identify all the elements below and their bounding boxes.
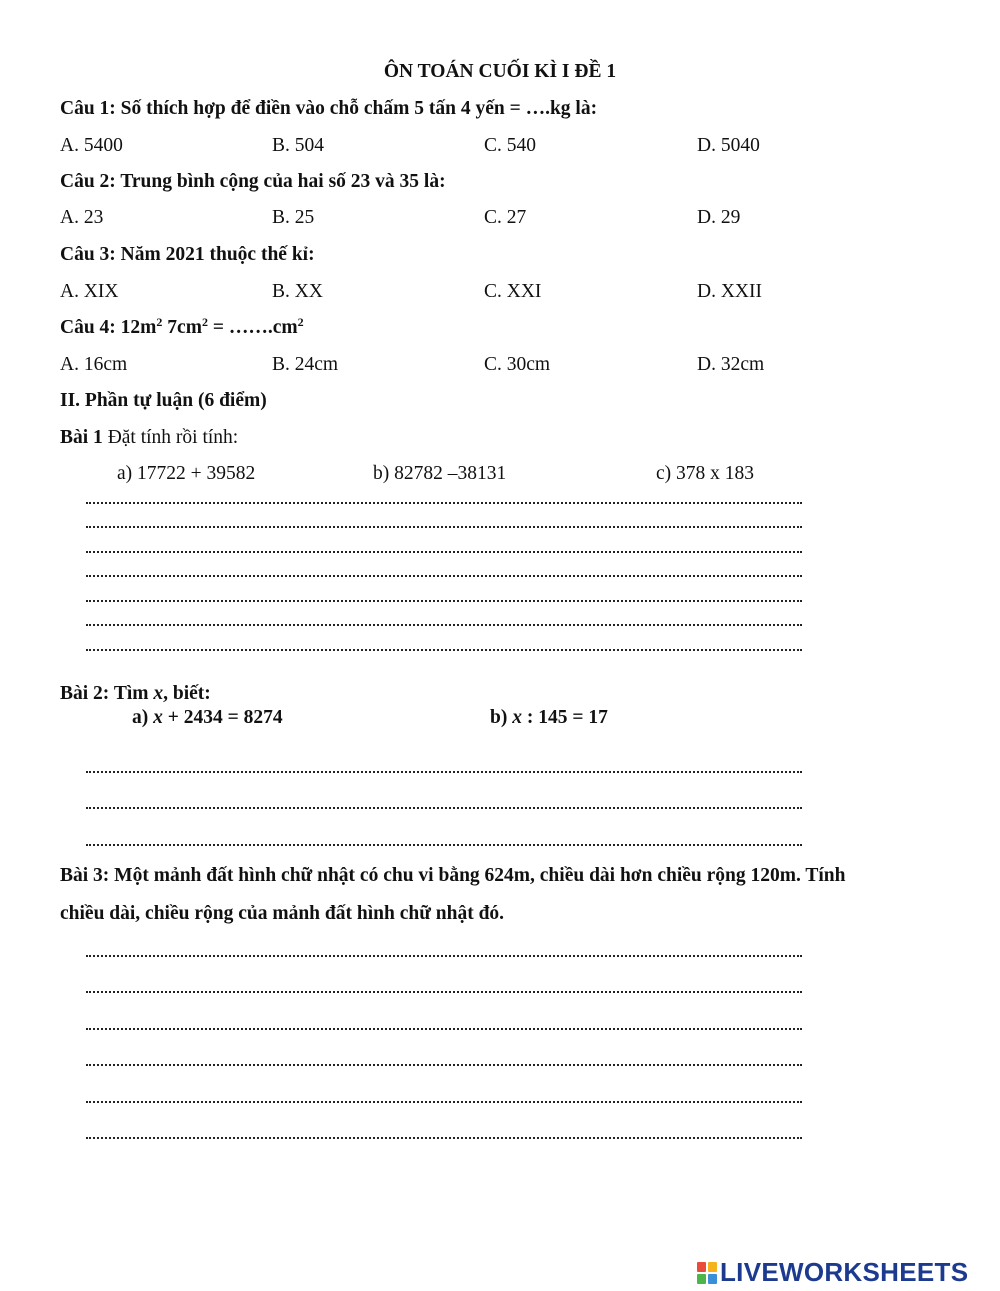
superscript-2: 2 bbox=[156, 315, 163, 329]
logo-square bbox=[697, 1274, 706, 1284]
answer-line[interactable] bbox=[86, 771, 802, 773]
q1-option-d[interactable]: D. 5040 bbox=[697, 135, 760, 156]
answer-line[interactable] bbox=[86, 1028, 802, 1030]
bai-1-label: Bài 1 bbox=[60, 427, 103, 448]
question-4-label: Câu 4: bbox=[60, 317, 116, 338]
q4-option-a[interactable]: A. 16cm bbox=[60, 354, 128, 375]
answer-line[interactable] bbox=[86, 649, 802, 651]
q3-option-d[interactable]: D. XXII bbox=[697, 281, 762, 302]
question-1-label: Câu 1: bbox=[60, 98, 116, 119]
question-3-text: Năm 2021 thuộc thế kỉ: bbox=[120, 244, 315, 265]
question-4-part3: = …….cm bbox=[207, 317, 298, 338]
bai-1-text: Đặt tính rồi tính: bbox=[102, 427, 239, 448]
q3-option-a[interactable]: A. XIX bbox=[60, 281, 119, 302]
q1-option-c[interactable]: C. 540 bbox=[484, 135, 537, 156]
answer-line[interactable] bbox=[86, 991, 802, 993]
answer-line[interactable] bbox=[86, 502, 802, 504]
answer-line[interactable] bbox=[86, 575, 802, 577]
question-4 bbox=[60, 315, 304, 338]
q4-option-b[interactable]: B. 24cm bbox=[272, 354, 339, 375]
question-4-part1: 12m bbox=[120, 317, 157, 338]
liveworksheets-icon bbox=[696, 1261, 718, 1285]
bai-1-item-b: b) 82782 –38131 bbox=[373, 463, 507, 484]
answer-line[interactable] bbox=[86, 807, 802, 809]
bai-3-line-2: chiều dài, chiều rộng của mảnh đất hình chữ nhật đó. bbox=[60, 903, 505, 924]
bai-2-text-pre: Tìm bbox=[109, 683, 154, 704]
q4-option-c[interactable]: C. 30cm bbox=[484, 354, 551, 375]
variable-x: x bbox=[153, 683, 164, 704]
page-title: ÔN TOÁN CUỐI KÌ I ĐỀ 1 bbox=[383, 61, 617, 82]
logo-square bbox=[708, 1274, 717, 1284]
question-1 bbox=[60, 99, 597, 119]
bai-2-text-post: , biết: bbox=[163, 683, 211, 704]
question-1-text: Số thích hợp để điền vào chỗ chấm 5 tấn 4 yến = ….kg là: bbox=[120, 98, 598, 119]
answer-line[interactable] bbox=[86, 844, 802, 846]
bai-2-item-a bbox=[132, 708, 283, 728]
bai-2-a-prefix: a) bbox=[132, 707, 154, 728]
q2-option-c[interactable]: C. 27 bbox=[484, 207, 527, 228]
superscript-2: 2 bbox=[201, 315, 208, 329]
bai-1-item-c: c) 378 x 183 bbox=[656, 463, 755, 484]
bai-2-a-rest: + 2434 = 8274 bbox=[162, 707, 283, 728]
bai-3-text-1: Một mảnh đất hình chữ nhật có chu vi bằng 624m, chiều dài hơn chiều rộng 120m. Tính bbox=[109, 865, 846, 886]
q3-option-b[interactable]: B. XX bbox=[272, 281, 323, 302]
bai-2 bbox=[60, 684, 211, 704]
superscript-2: 2 bbox=[297, 315, 304, 329]
question-3-label: Câu 3: bbox=[60, 244, 116, 265]
logo-square bbox=[708, 1262, 717, 1272]
question-4-part2: 7cm bbox=[162, 317, 202, 338]
answer-line[interactable] bbox=[86, 1137, 802, 1139]
logo-square bbox=[697, 1262, 706, 1272]
bai-3-line-1 bbox=[60, 866, 846, 886]
answer-line[interactable] bbox=[86, 624, 802, 626]
q1-option-b[interactable]: B. 504 bbox=[272, 135, 325, 156]
bai-2-item-b bbox=[490, 708, 608, 728]
answer-line[interactable] bbox=[86, 551, 802, 553]
bai-2-label: Bài 2: bbox=[60, 683, 110, 704]
q2-option-d[interactable]: D. 29 bbox=[697, 207, 741, 228]
question-2-label: Câu 2: bbox=[60, 171, 116, 192]
answer-line[interactable] bbox=[86, 600, 802, 602]
answer-line[interactable] bbox=[86, 1064, 802, 1066]
q2-option-b[interactable]: B. 25 bbox=[272, 207, 315, 228]
q2-option-a[interactable]: A. 23 bbox=[60, 207, 104, 228]
q3-option-c[interactable]: C. XXI bbox=[484, 281, 542, 302]
bai-3-label: Bài 3: bbox=[60, 865, 110, 886]
variable-x: x bbox=[512, 707, 522, 728]
q4-option-d[interactable]: D. 32cm bbox=[697, 354, 765, 375]
answer-line[interactable] bbox=[86, 526, 802, 528]
liveworksheets-logo bbox=[696, 1257, 968, 1288]
bai-1 bbox=[60, 428, 238, 448]
bai-2-b-rest: : 145 = 17 bbox=[521, 707, 608, 728]
answer-line[interactable] bbox=[86, 955, 802, 957]
question-3 bbox=[60, 245, 315, 265]
section-heading: II. Phần tự luận (6 điểm) bbox=[60, 390, 267, 411]
q1-option-a[interactable]: A. 5400 bbox=[60, 135, 123, 156]
watermark-text: LIVEWORKSHEETS bbox=[720, 1257, 969, 1287]
bai-1-item-a: a) 17722 + 39582 bbox=[117, 463, 256, 484]
answer-line[interactable] bbox=[86, 1101, 802, 1103]
question-2-text: Trung bình cộng của hai số 23 và 35 là: bbox=[120, 171, 446, 192]
bai-2-b-prefix: b) bbox=[490, 707, 513, 728]
variable-x: x bbox=[153, 707, 163, 728]
question-2 bbox=[60, 172, 446, 192]
